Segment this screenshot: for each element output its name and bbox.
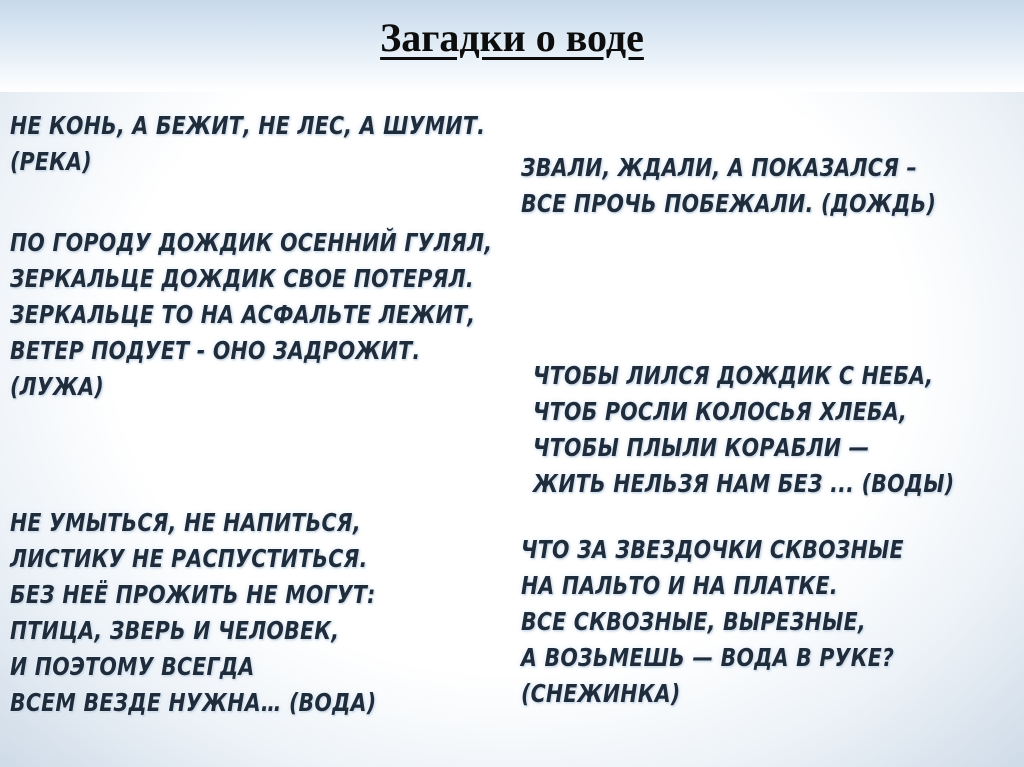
riddle-water-2 — [10, 505, 376, 721]
riddle-snowflake — [521, 532, 904, 712]
riddle-line: ЧТОБЫ ПЛЫЛИ КОРАБЛИ — — [533, 433, 870, 462]
riddle-line: (ЛУЖА) — [10, 372, 105, 401]
riddle-puddle — [10, 225, 492, 405]
riddle-line: БЕЗ НЕЁ ПРОЖИТЬ НЕ МОГУТ: — [10, 580, 376, 609]
riddle-line: И ПОЭТОМУ ВСЕГДА — [10, 652, 255, 681]
riddle-line: ЛИСТИКУ НЕ РАСПУСТИТЬСЯ. — [10, 544, 368, 573]
riddle-line: ЧТОБЫ ЛИЛСЯ ДОЖДИК С НЕБА, — [533, 361, 934, 390]
riddle-line: ВСЕМ ВЕЗДЕ НУЖНА… (ВОДА) — [10, 688, 377, 717]
riddle-line: ВЕТЕР ПОДУЕТ - ОНО ЗАДРОЖИТ. — [10, 336, 421, 365]
riddle-river — [10, 108, 485, 180]
riddle-line: ЗВАЛИ, ЖДАЛИ, А ПОКАЗАЛСЯ – — [521, 153, 918, 182]
riddle-line: ЧТОБ РОСЛИ КОЛОСЬЯ ХЛЕБА, — [533, 397, 908, 426]
riddle-line: ПО ГОРОДУ ДОЖДИК ОСЕННИЙ ГУЛЯЛ, — [10, 228, 493, 257]
riddle-water-1 — [533, 358, 954, 502]
riddle-line: (СНЕЖИНКА) — [521, 679, 681, 708]
riddle-line: НА ПАЛЬТО И НА ПЛАТКЕ. — [521, 571, 838, 600]
riddle-line: ВСЕ ПРОЧЬ ПОБЕЖАЛИ. (ДОЖДЬ) — [521, 189, 937, 218]
riddle-line: А ВОЗЬМЕШЬ — ВОДА В РУКЕ? — [521, 643, 895, 672]
riddle-line: (РЕКА) — [10, 147, 92, 176]
riddle-line: ПТИЦА, ЗВЕРЬ И ЧЕЛОВЕК, — [10, 616, 340, 645]
riddle-line: ЖИТЬ НЕЛЬЗЯ НАМ БЕЗ ... (ВОДЫ) — [533, 469, 955, 498]
page-title-text: Загадки о воде — [380, 15, 644, 60]
riddle-line: НЕ УМЫТЬСЯ, НЕ НАПИТЬСЯ, — [10, 508, 361, 537]
riddle-line: ЗЕРКАЛЬЦЕ ТО НА АСФАЛЬТЕ ЛЕЖИТ, — [10, 300, 476, 329]
riddle-line: ВСЕ СКВОЗНЫЕ, ВЫРЕЗНЫЕ, — [521, 607, 866, 636]
page-title — [0, 14, 1024, 61]
riddle-line: НЕ КОНЬ, А БЕЖИТ, НЕ ЛЕС, А ШУМИТ. — [10, 111, 486, 140]
riddle-rain — [521, 150, 936, 222]
riddle-line: ЗЕРКАЛЬЦЕ ДОЖДИК СВОЕ ПОТЕРЯЛ. — [10, 264, 474, 293]
riddle-line: ЧТО ЗА ЗВЕЗДОЧКИ СКВОЗНЫЕ — [521, 535, 904, 564]
